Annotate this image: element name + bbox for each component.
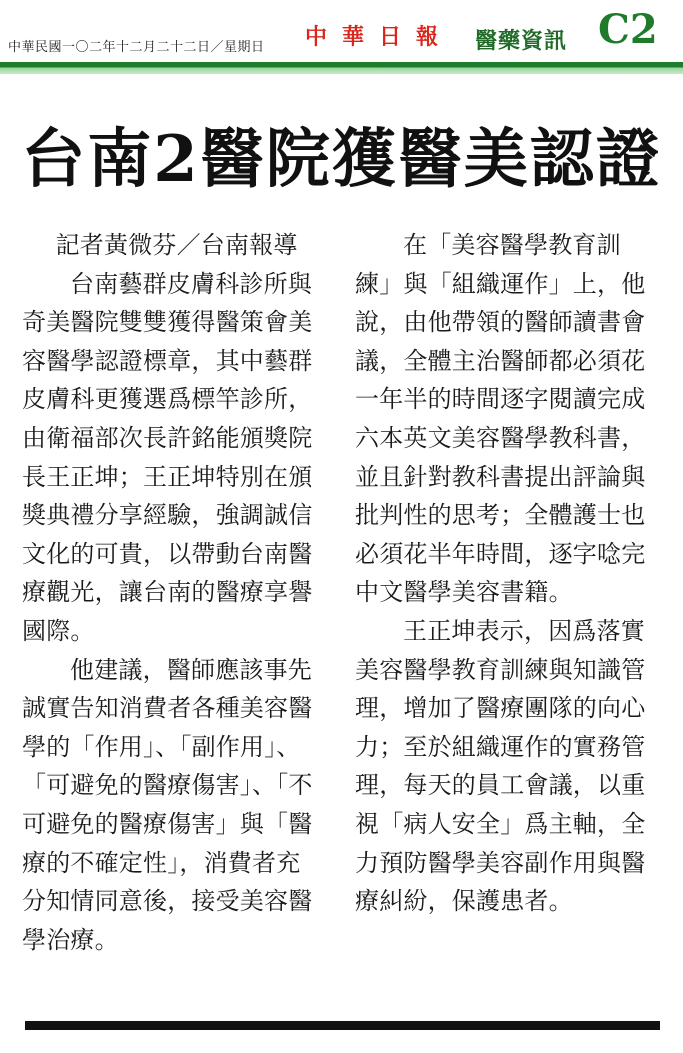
article-headline: 台南2醫院獲醫美認證 <box>21 122 662 197</box>
article-paragraph: 他建議，醫師應該事先誠實告知消費者各種美容醫學的「作用」、「副作用」、「可避免的醫療傷害」、「不可避免的醫療傷害」與「醫療的不確定性」，消費者充分知情同意後，接受美容醫學治療。 <box>22 655 313 954</box>
footer-rule <box>25 1021 660 1030</box>
article-column-left <box>22 226 322 959</box>
article-paragraph: 台南藝群皮膚科診所與奇美醫院雙雙獲得醫策會美容醫學認證標章，其中藝群皮膚科更獲選爲標竿診所，由衛福部次長許銘能頒獎院長王正坤；王正坤特別在頒獎典禮分享經驗，強調誠信文化的可貴，以帶動台南醫療觀光，讓台南的醫療享譽國際。 <box>22 269 313 645</box>
newspaper-name: 中華日報 <box>305 24 454 50</box>
article-paragraph: 王正坤表示，因爲落實美容醫學教育訓練與知識管理，增加了醫療團隊的向心力；至於組織運作的實務管理，每天的員工會議，以重視「病人安全」爲主軸，全力預防醫學美容副作用與醫療糾紛，保護患者。 <box>355 616 646 916</box>
section-title: 醫藥資訊 <box>475 29 568 54</box>
article-column-right <box>355 226 655 921</box>
header-rule <box>0 62 683 74</box>
page-code: C2 <box>598 6 658 53</box>
article-paragraph: 在「美容醫學教育訓練」與「組織運作」上，他說，由他帶領的醫師讀書會議，全體主治醫師都必須花一年半的時間逐字閱讀完成六本英文美容醫學教科書，並且針對教科書提出評論與批判性的思考；全體護士也必須花半年時間，逐字唸完中文醫學美容書籍。 <box>355 231 646 607</box>
article-byline: 記者黃微芬／台南報導 <box>55 231 298 259</box>
page-header <box>0 0 683 62</box>
publication-date: 中華民國一〇二年十二月二十二日／星期日 <box>8 40 265 55</box>
